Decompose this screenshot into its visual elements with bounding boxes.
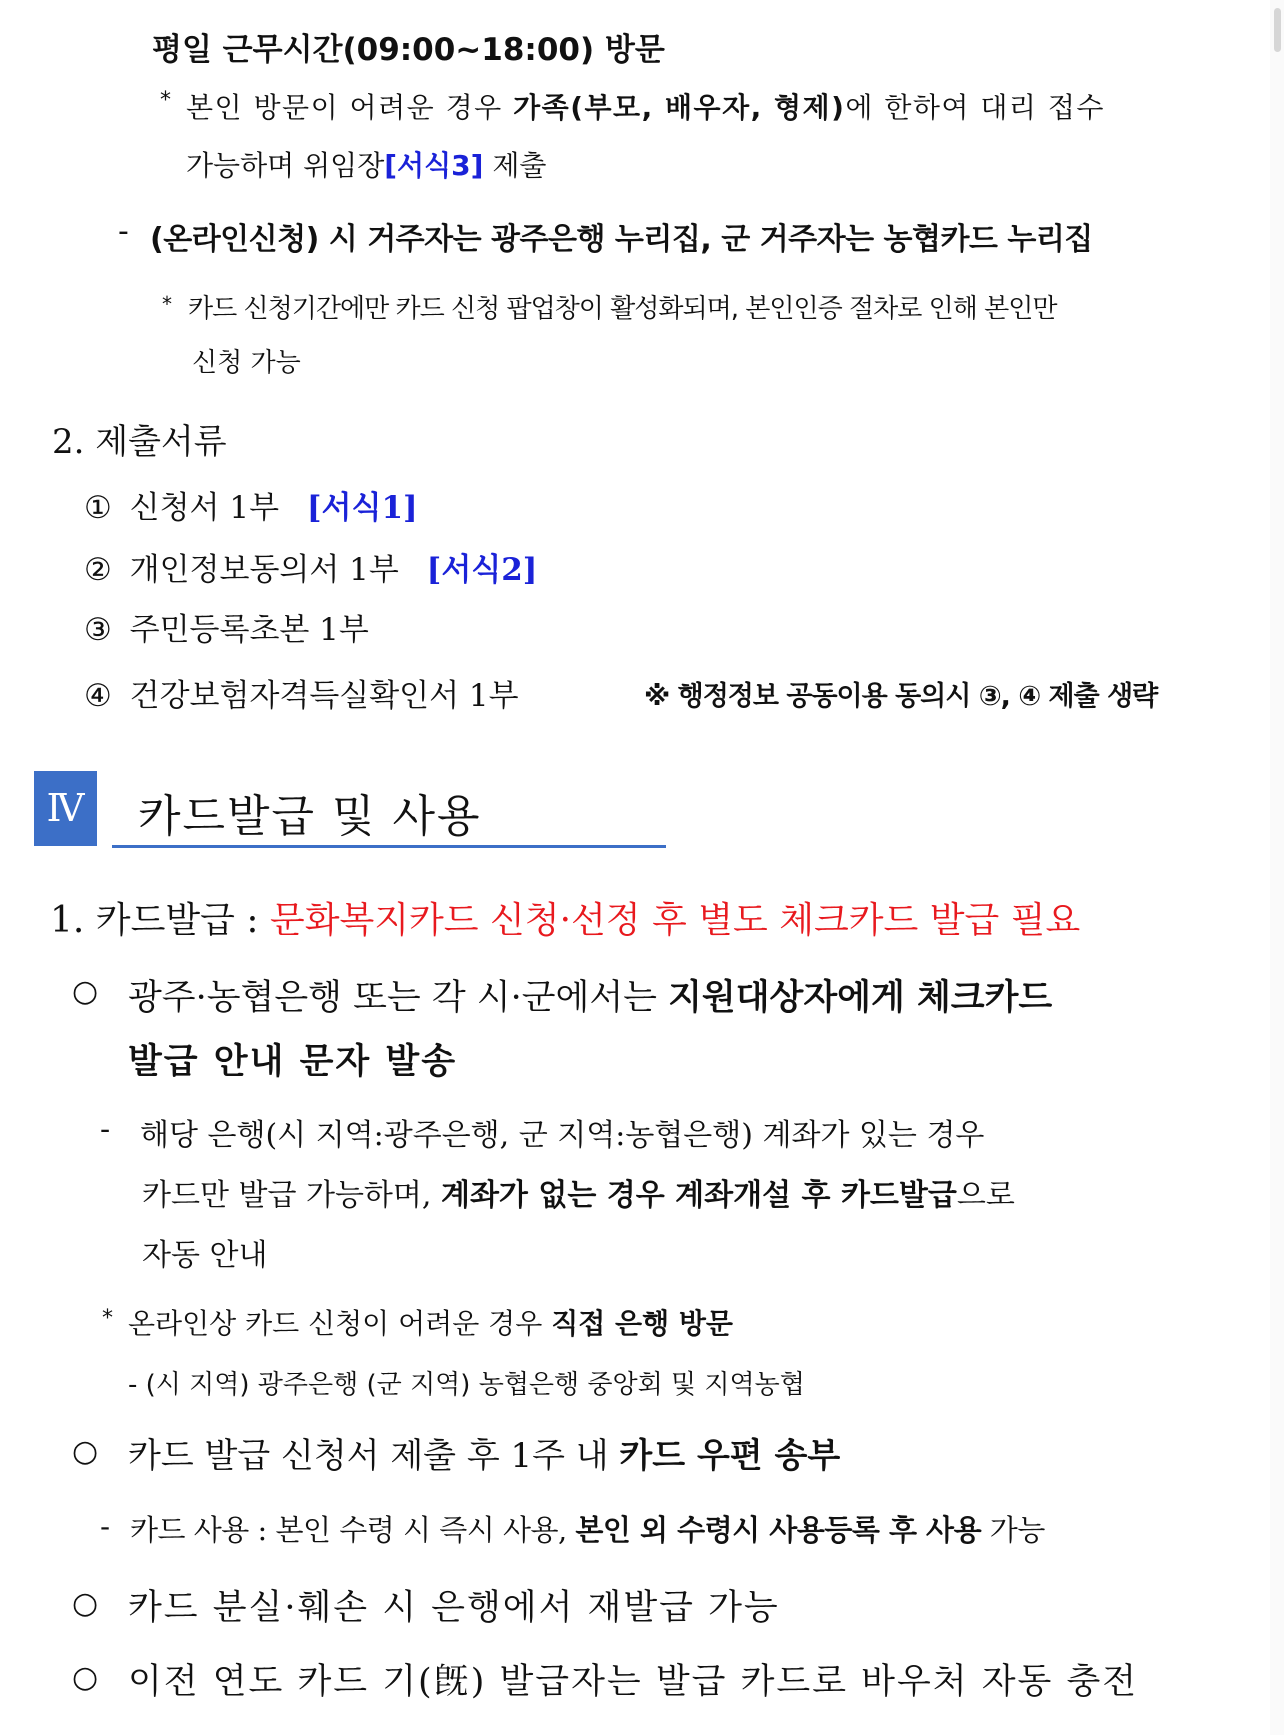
item-number: ① — [84, 490, 112, 526]
bullet2-text: 카드 발급 신청서 제출 후 1주 내 — [128, 1436, 620, 1476]
bullet4-line: 이전 연도 카드 기(旣) 발급자는 발급 카드로 바우처 자동 충전 — [128, 1662, 1139, 1702]
dash2-mark: - — [100, 1510, 111, 1543]
bullet3-mark: ○ — [72, 1586, 99, 1621]
document-item-1 — [84, 482, 418, 527]
bullet1-bold: 지원대상자에게 체크카드 — [668, 978, 1053, 1018]
proxy-note-line2 — [186, 144, 546, 184]
dash2-bold: 본인 외 수령시 사용등록 후 사용 — [575, 1513, 982, 1547]
item-text: 건강보험자격득실확인서 1부 — [129, 678, 519, 714]
section-underline — [112, 845, 666, 848]
vertical-scrollbar[interactable] — [1270, 0, 1284, 1735]
online-note-mark: * — [162, 292, 172, 316]
item-number: ② — [84, 552, 112, 588]
document-item-4 — [84, 670, 519, 715]
bullet4-mark: ○ — [72, 1660, 99, 1695]
bullet1-mark: ○ — [72, 974, 99, 1009]
issuance-heading-label: 1. 카드발급 : — [50, 900, 270, 941]
note1-line — [128, 1302, 733, 1342]
form3-ref[interactable]: [서식3] — [384, 149, 484, 182]
form1-ref[interactable]: [서식1] — [306, 490, 418, 526]
dash1-mark: - — [100, 1112, 111, 1147]
bullet2-bold: 카드 우편 송부 — [619, 1436, 841, 1476]
bullet2-line — [128, 1428, 840, 1477]
bullet1-text: 광주·농협은행 또는 각 시·군에서는 — [128, 978, 669, 1018]
proxy-note-mark: * — [160, 88, 171, 113]
dash2-post: 가능 — [981, 1513, 1045, 1547]
dash1-line2-bold: 계좌가 없는 경우 계좌개설 후 카드발급 — [440, 1178, 957, 1213]
documents-note: ※ 행정정보 공동이용 동의시 ③, ④ 제출 생략 — [644, 681, 1158, 712]
note1-bold: 직접 은행 방문 — [551, 1307, 733, 1340]
proxy-note-mid: 에 한하여 대리 접수 — [845, 91, 1105, 124]
document-item-2 — [84, 544, 537, 589]
item-number: ④ — [84, 678, 112, 714]
online-dash: - — [118, 214, 129, 249]
item-text: 주민등록초본 1부 — [129, 612, 369, 648]
proxy-note-text: 본인 방문이 어려운 경우 — [186, 91, 514, 124]
proxy-line2-post: 제출 — [483, 149, 547, 182]
online-note-line2: 신청 가능 — [192, 348, 301, 378]
dash1-line3: 자동 안내 — [142, 1238, 268, 1273]
dash1-line1: 해당 은행(시 지역:광주은행, 군 지역:농협은행) 계좌가 있는 경우 — [140, 1118, 985, 1153]
issuance-heading — [50, 892, 1080, 943]
proxy-family-text: 가족(부모, 배우자, 형제) — [513, 91, 846, 124]
visit-hours-line: 평일 근무시간(09:00~18:00) 방문 — [152, 32, 665, 68]
dash2-line — [130, 1508, 1045, 1549]
documents-heading: 2. 제출서류 — [52, 422, 227, 462]
bullet1-line1 — [128, 970, 1052, 1020]
bullet3-line: 카드 분실·훼손 시 은행에서 재발급 가능 — [128, 1588, 780, 1628]
section-number-badge: Ⅳ — [34, 771, 97, 846]
note1-mark: * — [102, 1306, 113, 1331]
item-text: 신청서 1부 — [129, 490, 280, 526]
dash1-line2-text: 카드만 발급 가능하며, — [142, 1178, 441, 1213]
note1-text: 온라인상 카드 신청이 어려운 경우 — [128, 1307, 552, 1340]
item-text: 개인정보동의서 1부 — [129, 552, 399, 588]
dash1-line2-post: 으로 — [956, 1178, 1015, 1213]
bullet2-mark: ○ — [72, 1434, 99, 1469]
proxy-note-line1 — [186, 86, 1105, 126]
form2-ref[interactable]: [서식2] — [426, 552, 538, 588]
issuance-heading-highlight: 문화복지카드 신청·선정 후 별도 체크카드 발급 필요 — [269, 900, 1081, 941]
item-number: ③ — [84, 612, 112, 648]
section-title: 카드발급 및 사용 — [138, 791, 482, 842]
online-note-line1: 카드 신청기간에만 카드 신청 팝업창이 활성화되며, 본인인증 절차로 인해 본인만 — [188, 294, 1057, 324]
proxy-line2-text: 가능하며 위임장 — [186, 149, 385, 182]
scrollbar-thumb[interactable] — [1274, 8, 1281, 52]
note1-sub: - (시 지역) 광주은행 (군 지역) 농협은행 중앙회 및 지역농협 — [128, 1370, 805, 1400]
document-item-3 — [84, 604, 369, 649]
bullet1-line2: 발급 안내 문자 발송 — [128, 1042, 458, 1082]
dash2-text: 카드 사용 : 본인 수령 시 즉시 사용, — [130, 1513, 576, 1547]
dash1-line2 — [142, 1170, 1015, 1214]
online-application-line: (온라인신청) 시 거주자는 광주은행 누리집, 군 거주자는 농협카드 누리집 — [150, 222, 1093, 257]
